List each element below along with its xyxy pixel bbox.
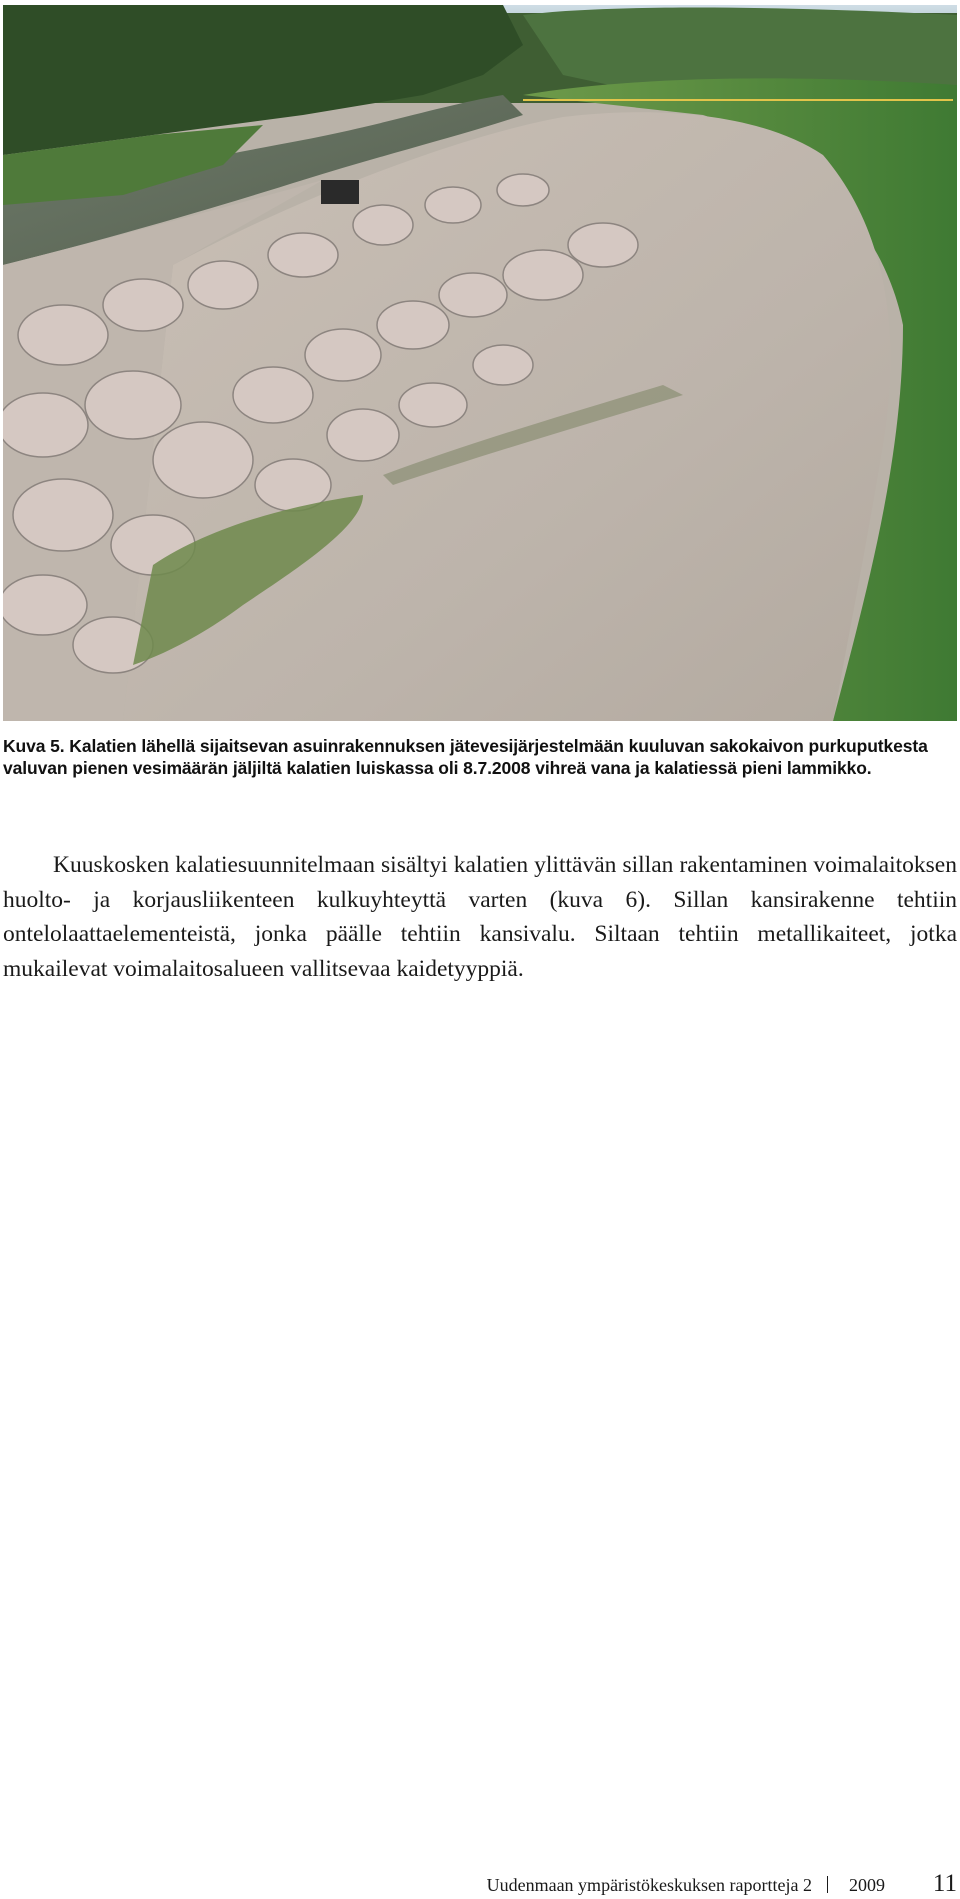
page-footer [0,1870,960,1898]
figure-photo [3,5,957,721]
figure-caption: Kuva 5. Kalatien lähellä sijaitsevan asuinrakennuksen jätevesijärjestelmään kuuluvan sakokaivon purkuputkesta valuvan pienen vesimäärän jäljiltä kalatien luiskassa oli 8.7.2008 vihreä vana ja kalatiessä pieni lammikko. [3,736,928,778]
footer-year: 2009 [849,1875,885,1895]
page-number: 11 [932,1870,957,1897]
footer-series-title: Uudenmaan ympäristökeskuksen raportteja 2 [486,1875,812,1895]
photo-fishway-rock-ramp [3,5,957,721]
footer-separator [827,1876,828,1893]
body-paragraph: Kuuskosken kalatiesuunnitelmaan sisältyi kalatien ylittävän sillan rakentaminen voimalaitoksen huolto- ja korjausliikenteen kulkuyhteyttä varten (kuva 6). Sillan kansirakenne tehtiin ontelolaattaelementeistä, jonka päälle tehtiin kansivalu. Siltaan tehtiin metallikaiteet, jotka mukailevat voimalaitosalueen vallitsevaa kaidetyyppiä. [3,852,957,982]
